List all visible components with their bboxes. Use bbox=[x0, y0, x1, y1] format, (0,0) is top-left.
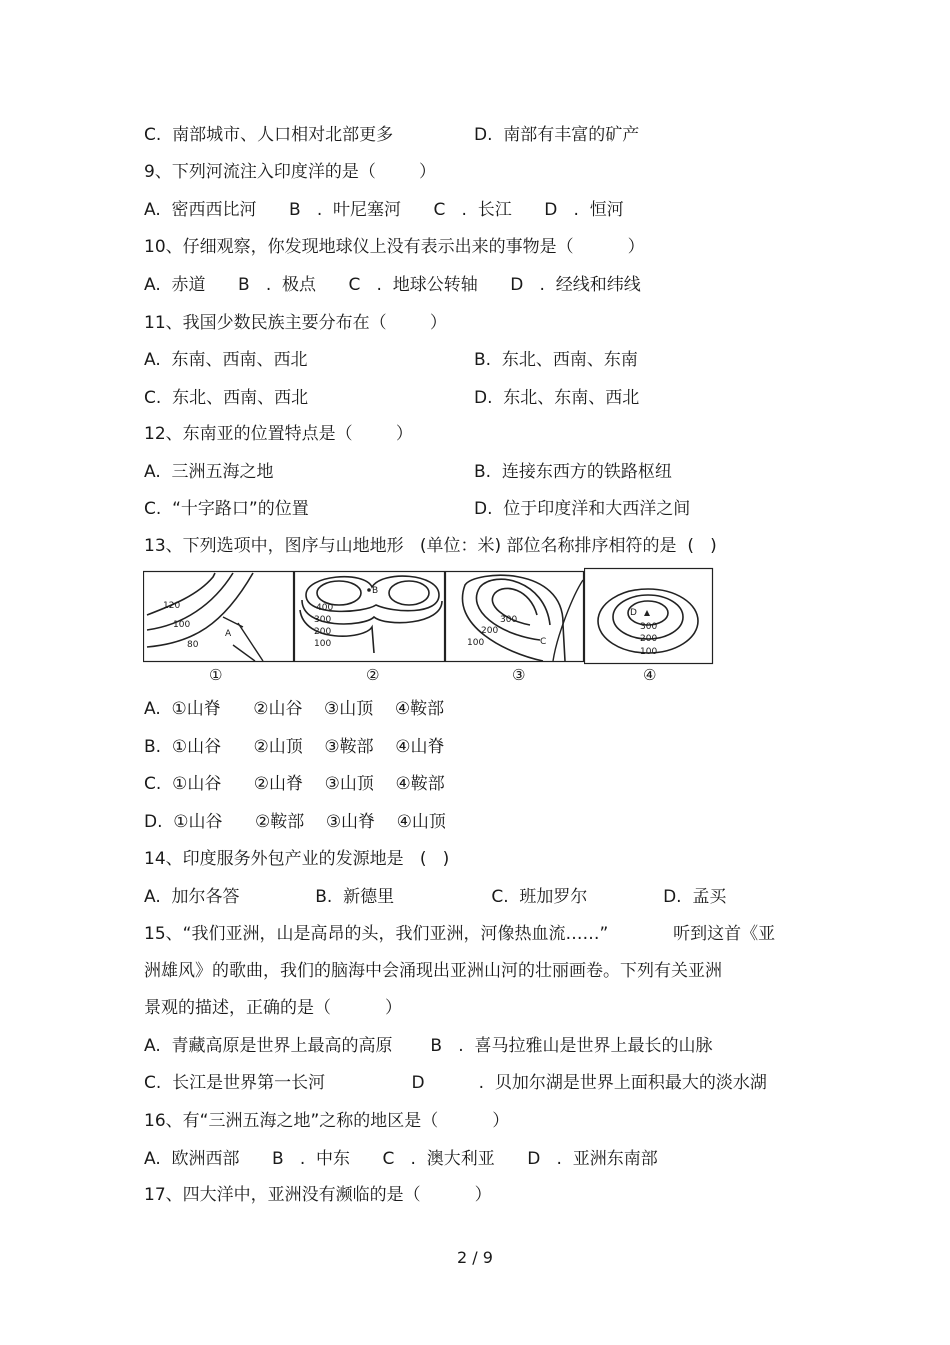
contour-figures bbox=[143, 565, 718, 690]
fig1-contour-100: 100 bbox=[173, 620, 191, 630]
fig1-contour-120: 120 bbox=[163, 601, 181, 611]
fig4-contour-200: 200 bbox=[640, 634, 658, 644]
q13-option-a: A. ①山脊 ②山谷 ③山顶 ④鞍部 bbox=[144, 699, 445, 719]
fig3-contour-300: 300 bbox=[500, 615, 518, 625]
fig1-point-a: A bbox=[225, 629, 232, 639]
contour-map-2 bbox=[294, 565, 446, 663]
q14-options: A. 加尔各答 B. 新德里 C. 班加罗尔 D. 孟买 bbox=[144, 887, 727, 907]
fig2-point-b: B bbox=[372, 586, 379, 596]
fig4-label: ④ bbox=[643, 666, 657, 684]
q13-stem: 13、下列选项中，图序与山地地形 (单位：米) 部位名称排序相符的是 ( ) bbox=[144, 536, 717, 556]
q8-option-d: D. 南部有丰富的矿产 bbox=[474, 125, 640, 145]
fig4-contour-300: 300 bbox=[640, 622, 658, 632]
fig4-point-d: D bbox=[630, 608, 637, 618]
fig2-contour-200: 200 bbox=[314, 627, 332, 637]
q15-stem-line-1: 15、“我们亚洲，山是高昂的头，我们亚洲，河像热血流……” 听到这首《亚 bbox=[144, 924, 776, 944]
fig3-point-c: C bbox=[540, 637, 547, 647]
q13-option-c: C. ①山谷 ②山脊 ③山顶 ④鞍部 bbox=[144, 774, 445, 794]
contour-map-3 bbox=[445, 565, 585, 667]
q9-options: A. 密西西比河 B . 叶尼塞河 C . 长江 D . 恒河 bbox=[144, 200, 624, 220]
q15-stem-line-3: 景观的描述，正确的是（ ） bbox=[144, 998, 403, 1018]
q11-option-b: B. 东北、西南、东南 bbox=[474, 350, 638, 370]
q11-option-c: C. 东北、西南、西北 bbox=[144, 388, 309, 408]
q10-stem: 10、仔细观察，你发现地球仪上没有表示出来的事物是（ ） bbox=[144, 237, 645, 257]
page-number: 2 / 9 bbox=[457, 1248, 493, 1267]
fig1-label: ① bbox=[209, 666, 223, 684]
fig3-label: ③ bbox=[512, 666, 526, 684]
q8-option-c: C. 南部城市、人口相对北部更多 bbox=[144, 125, 394, 145]
q17-stem: 17、四大洋中，亚洲没有濒临的是（ ） bbox=[144, 1185, 492, 1205]
q15-options-line-1: A. 青藏高原是世界上最高的高原 B . 喜马拉雅山是世界上最长的山脉 bbox=[144, 1036, 713, 1056]
q13-option-d: D. ①山谷 ②鞍部 ③山脊 ④山顶 bbox=[144, 812, 446, 832]
q12-option-d: D. 位于印度洋和大西洋之间 bbox=[474, 499, 691, 519]
q16-stem: 16、有“三洲五海之地”之称的地区是（ ） bbox=[144, 1111, 510, 1131]
q11-stem: 11、我国少数民族主要分布在（ ） bbox=[144, 313, 447, 333]
fig2-contour-400: 400 bbox=[316, 603, 334, 613]
q12-option-a: A. 三洲五海之地 bbox=[144, 462, 274, 482]
fig3-contour-200: 200 bbox=[481, 626, 499, 636]
q14-stem: 14、印度服务外包产业的发源地是 ( ) bbox=[144, 849, 450, 869]
q13-option-b: B. ①山谷 ②山顶 ③鞍部 ④山脊 bbox=[144, 737, 445, 757]
fig4-contour-100: 100 bbox=[640, 647, 658, 657]
q16-options: A. 欧洲西部 B . 中东 C . 澳大利亚 D . 亚洲东南部 bbox=[144, 1149, 658, 1169]
q11-option-a: A. 东南、西南、西北 bbox=[144, 350, 308, 370]
fig2-contour-300: 300 bbox=[314, 615, 332, 625]
q11-option-d: D. 东北、东南、西北 bbox=[474, 388, 640, 408]
q12-stem: 12、东南亚的位置特点是（ ） bbox=[144, 424, 413, 444]
q15-stem-line-2: 洲雄风》的歌曲，我们的脑海中会涌现出亚洲山河的壮丽画卷。下列有关亚洲 bbox=[144, 961, 722, 981]
contour-map-1 bbox=[143, 565, 295, 663]
q10-options: A. 赤道 B . 极点 C . 地球公转轴 D . 经线和纬线 bbox=[144, 275, 641, 295]
fig3-contour-100: 100 bbox=[467, 638, 485, 648]
fig2-contour-100: 100 bbox=[314, 639, 332, 649]
fig2-label: ② bbox=[366, 666, 380, 684]
q12-option-c: C. “十字路口”的位置 bbox=[144, 499, 309, 519]
fig1-contour-80: 80 bbox=[187, 640, 199, 650]
contour-map-4 bbox=[584, 565, 716, 667]
q15-options-line-2: C. 长江是世界第一长河 D . 贝加尔湖是世界上面积最大的淡水湖 bbox=[144, 1073, 767, 1093]
q12-option-b: B. 连接东西方的铁路枢纽 bbox=[474, 462, 672, 482]
q9-stem: 9、下列河流注入印度洋的是（ ） bbox=[144, 162, 437, 182]
